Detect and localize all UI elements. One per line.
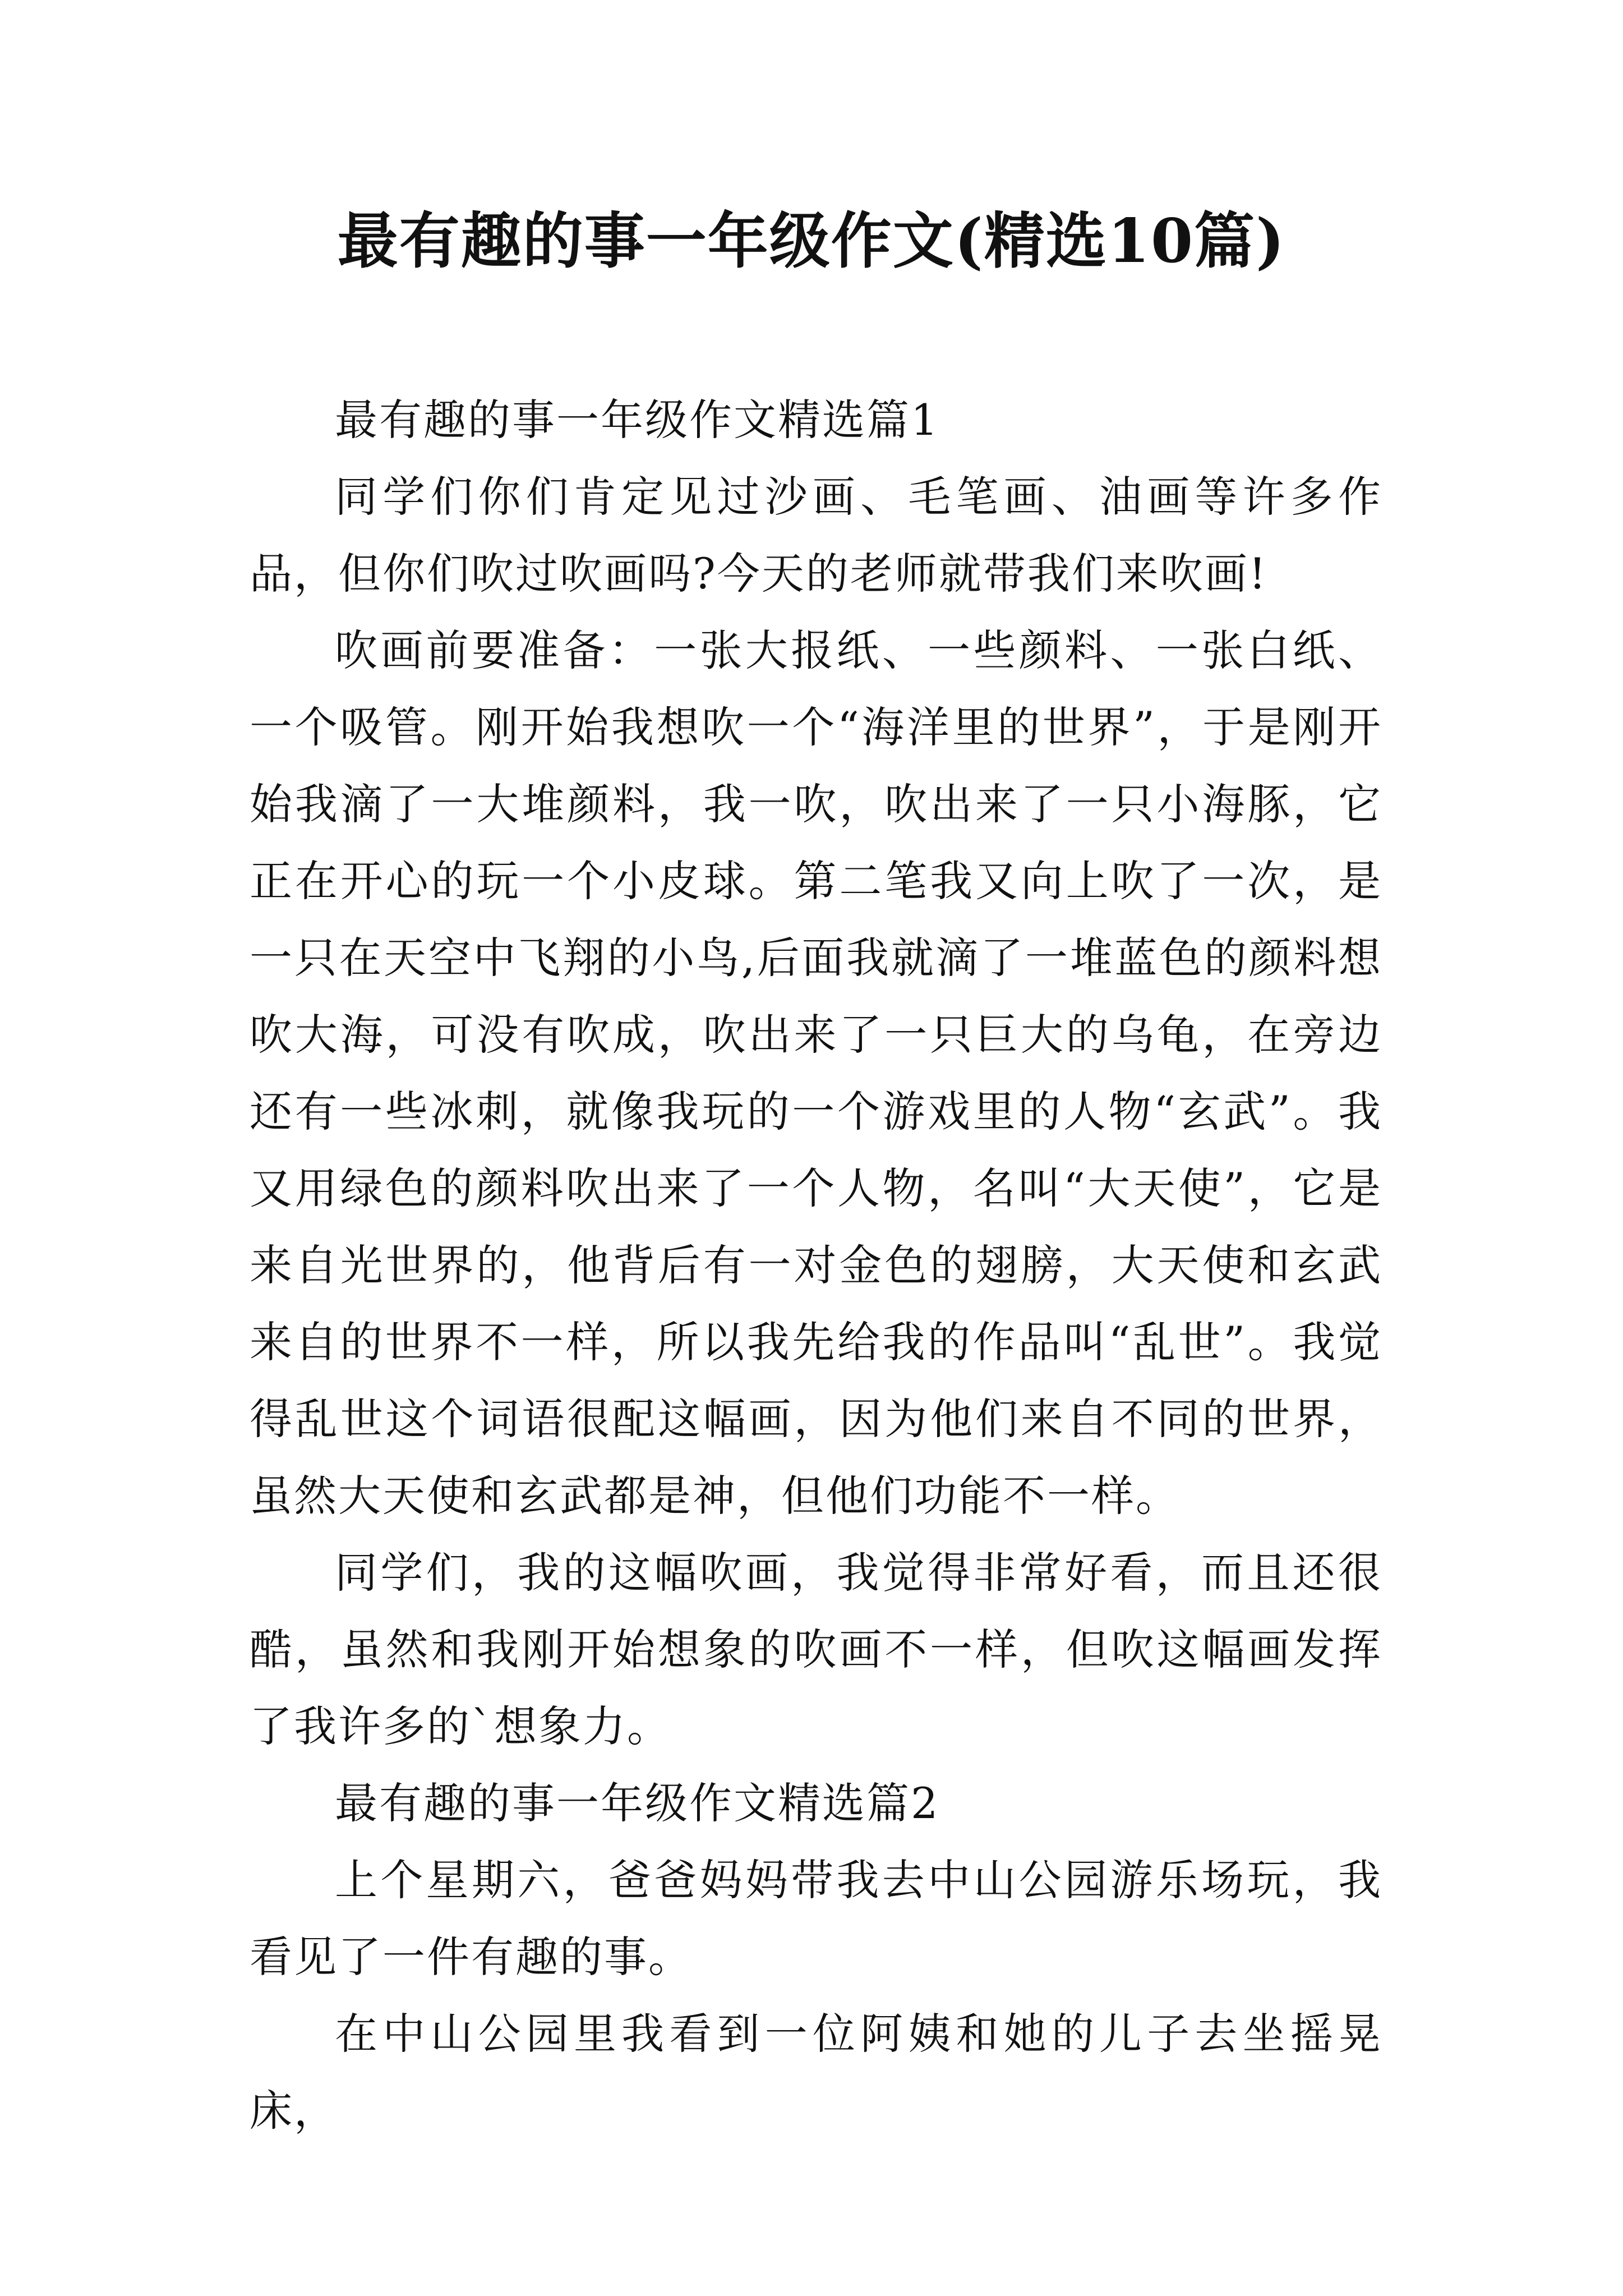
- paragraph: 上个星期六，爸爸妈妈带我去中山公园游乐场玩，我看见了一件有趣的事。: [250, 1855, 1382, 1982]
- paragraph: 吹画前要准备：一张大报纸、一些颜料、一张白纸、一个吸管。刚开始我想吹一个“海洋里的世界”，于是刚开始我滴了一大堆颜料，我一吹，吹出来了一只小海豚，它正在开心的玩一个小皮球。第二笔我又向上吹了一次，是一只在天空中飞翔的小鸟,后面我就滴了一堆蓝色的颜料想吹大海，可没有吹成，吹出来了一只巨大的乌龟，在旁边还有一些冰刺，就像我玩的一个游戏里的人物“玄武”。我又用绿色的颜料吹出来了一个人物，名叫“大天使”，它是来自光世界的，他背后有一对金色的翅膀，大天使和玄武来自的世界不一样，所以我先给我的作品叫“乱世”。我觉得乱世这个词语很配这幅画，因为他们来自不同的世界，虽然大天使和玄武都是神，但他们功能不一样。: [250, 625, 1382, 1521]
- document-title: 最有趣的事一年级作文(精选10篇): [337, 206, 1286, 277]
- paragraph: 在中山公园里我看到一位阿姨和她的儿子去坐摇晃床，: [250, 2009, 1382, 2136]
- section-heading-1: 最有趣的事一年级作文精选篇1: [335, 395, 940, 445]
- paragraph: 同学们，我的这幅吹画，我觉得非常好看，而且还很酷，虽然和我刚开始想象的吹画不一样，但吹这幅画发挥了我许多的`想象力。: [250, 1548, 1382, 1751]
- document-body: [250, 381, 1382, 2149]
- section-heading-2: 最有趣的事一年级作文精选篇2: [335, 1778, 940, 1828]
- paragraph: 同学们你们肯定见过沙画、毛笔画、油画等许多作品，但你们吹过吹画吗?今天的老师就带我们来吹画!: [250, 472, 1382, 599]
